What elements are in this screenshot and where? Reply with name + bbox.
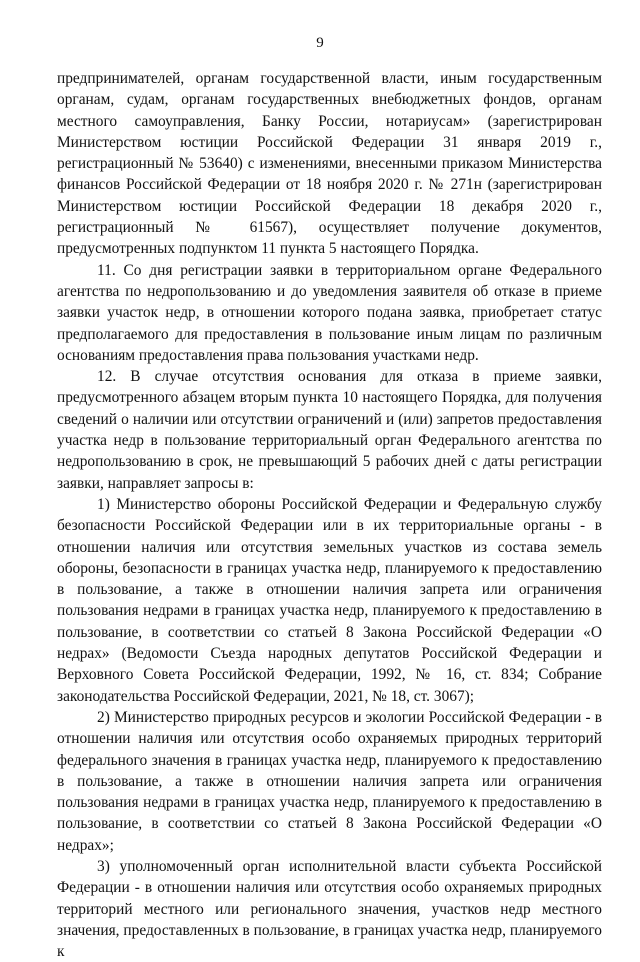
paragraph-item-12: 12. В случае отсутствия основания для отказа в приеме заявки, предусмотренного абзацем вторым пункта 10 настоящего Порядка, для получения сведений о наличии или отсутствии ограничений и (или) запретов предоставления участка недр в пользование территориальный орган Федерального агентства по недропользованию в срок, не превышающий 5 рабочих дней с даты регистрации заявки, направляет запросы в: — [57, 368, 602, 492]
subparagraph-3: 3) уполномоченный орган исполнительной власти субъекта Российской Федерации - в отношении наличия или отсутствия особо охраняемых природных территорий местного или регионального значения, участков недр местного значения, предоставленных в пользование, в границах участка недр, планируемого к — [57, 857, 602, 961]
paragraph-continuation: предпринимателей, органам государственной власти, иным государственным органам, судам, органам государственных внебюджетных фондов, органам местного самоуправления, Банку России, нотариусам» (зарегистрирован Министерством юстиции Российской Федерации 31 января 2019 г., регистрационный № 53640) с изменениями, внесенными приказом Министерства финансов Российской Федерации от 18 ноября 2020 г. № 271н (зарегистрирован Министерством юстиции Российской Федерации 18 декабря 2020 г., регистрационный № 61567), осуществляет получение документов, предусмотренных подпунктом 11 пункта 5 настоящего Порядка. — [57, 70, 602, 258]
document-body — [57, 68, 602, 962]
paragraph-item-11: 11. Со дня регистрации заявки в территориальном органе Федерального агентства по недропользованию и до уведомления заявителя об отказе в приеме заявки участок недр, в отношении которого подана заявка, приобретает статус предполагаемого для предоставления в пользование иным лицам по различным основаниям предоставления права пользования участками недр. — [57, 261, 602, 364]
subparagraph-1: 1) Министерство обороны Российской Федерации и Федеральную службу безопасности Российской Федерации или в их территориальные органы - в отношении наличия или отсутствия земельных участков из состава земель обороны, безопасности в границах участка недр, планируемого к предоставлению в пользование, а также в отношении наличия запрета или ограничения пользования недрами в границах участка недр, планируемого к предоставлению в пользование, в соответствии со статьей 8 Закона Российской Федерации «О недрах» (Ведомости Съезда народных депутатов Российской Федерации и Верховного Совета Российской Федерации, 1992, № 16, ст. 834; Собрание законодательства Российской Федерации, 2021, № 18, ст. 3067); — [57, 495, 602, 705]
subparagraph-2: 2) Министерство природных ресурсов и экологии Российской Федерации - в отношении наличия или отсутствия особо охраняемых природных территорий федерального значения в границах участка недр, планируемого к предоставлению в пользование, а также в отношении наличия запрета или ограничения пользования недрами в границах участка недр, планируемого к предоставлению в пользование, в соответствии со статьей 8 Закона Российской Федерации «О недрах»; — [57, 708, 602, 854]
page-number: 9 — [316, 35, 324, 51]
